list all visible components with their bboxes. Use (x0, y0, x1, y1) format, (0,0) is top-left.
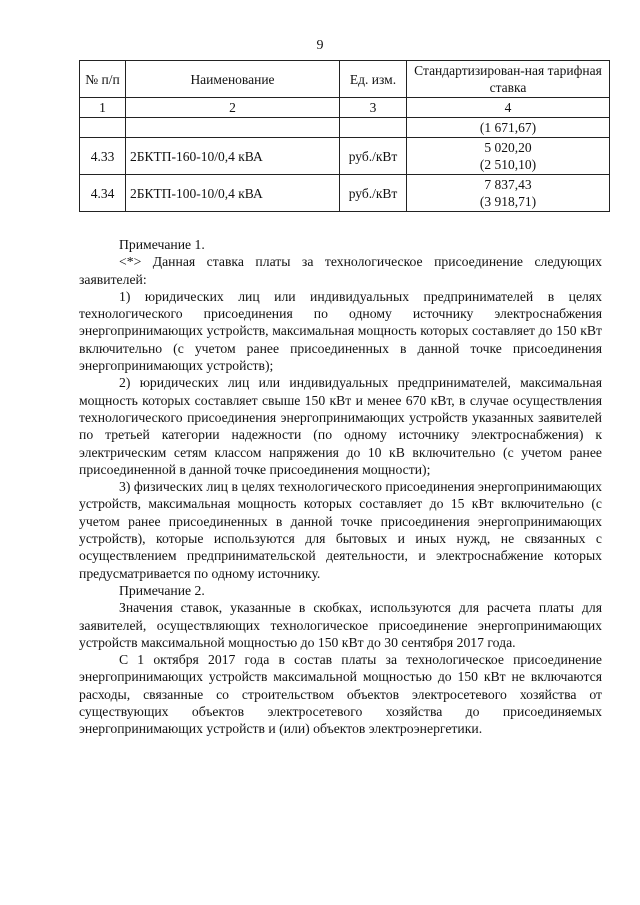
row-name: 2БКТП-160-10/0,4 кВА (126, 138, 340, 175)
note1-item1: 1) юридических лиц или индивидуальных предпринимателей в целях технологического присоединения по одному источнику электроснабжения энергопринимающих устройств, максимальная мощность которых составляет до 150 кВт включительно (с учетом ранее присоединенных в данной точке присоединения энергопринимающих устройств); (79, 288, 602, 374)
header-unit: Ед. изм. (340, 61, 407, 98)
row-num: 4.34 (80, 175, 126, 212)
row-rate (407, 175, 610, 212)
header-name: Наименование (126, 61, 340, 98)
rate-value: 5 020,20 (484, 140, 532, 155)
row-name: 2БКТП-100-10/0,4 кВА (126, 175, 340, 212)
carryover-row (80, 118, 610, 138)
table-header-row (80, 61, 610, 98)
note1-intro: <*> Данная ставка платы за технологическое присоединение следующих заявителей: (79, 254, 602, 287)
column-number: 1 (80, 98, 126, 118)
row-num: 4.33 (80, 138, 126, 175)
row-rate (407, 138, 610, 175)
note1-item3: 3) физических лиц в целях технологического присоединения энергопринимающих устройств, максимальная мощность которых составляет до 15 кВт включительно (с учетом ранее присоединенных в данной точке присоединения энергопринимающих устройств), которые используются для бытовых и иных нужд, не связанных с осуществлением предпринимательской деятельности, и электроснабжение которых предусматривается по одному источнику. (79, 479, 602, 581)
carryover-empty (126, 118, 340, 138)
rate-bracket-value: (2 510,10) (479, 157, 537, 172)
carryover-empty (80, 118, 126, 138)
page-number: 9 (316, 38, 324, 53)
table-row (80, 175, 610, 212)
note1-title: Примечание 1. (119, 237, 205, 252)
header-rate: Стандартизирован-ная тарифная ставка (407, 61, 610, 98)
rate-value: 7 837,43 (484, 177, 532, 192)
note1-item2: 2) юридических лиц или индивидуальных предпринимателей, максимальная мощность которых составляет свыше 150 кВт и менее 670 кВт, в случае осуществления технологического присоединения энергопринимающих устройств указанных заявителей по третьей категории надежности (по одному источнику электроснабжения) к электрическим сетям классом напряжения до 10 кВ включительно (с учетом ранее присоединенной в данной точке присоединения мощности); (79, 375, 602, 477)
note2-para1: Значения ставок, указанные в скобках, используются для расчета платы для заявителей, осуществляющих технологическое присоединение энергопринимающих устройств максимальной мощностью до 150 кВт до 30 сентября 2017 года. (79, 600, 602, 650)
table-row (80, 138, 610, 175)
notes-section (79, 236, 602, 738)
carryover-value: (1 671,67) (407, 118, 610, 138)
column-number: 3 (340, 98, 407, 118)
note2-para2: С 1 октября 2017 года в состав платы за технологическое присоединение энергопринимающих устройств максимальной мощностью до 150 кВт не включаются расходы, связанные со строительством объектов электросетевого хозяйства от существующих объектов электросетевого хозяйства до присоединяемых энергопринимающих устройств и (или) объектов электроэнергетики. (79, 652, 602, 737)
tariff-table (79, 60, 610, 212)
carryover-empty (340, 118, 407, 138)
note2-title: Примечание 2. (119, 582, 205, 598)
rate-bracket-value: (3 918,71) (479, 194, 537, 209)
row-unit: руб./кВт (340, 138, 407, 175)
header-num: № п/п (80, 61, 126, 98)
row-unit: руб./кВт (340, 175, 407, 212)
column-number-row (80, 98, 610, 118)
column-number: 4 (407, 98, 610, 118)
column-number: 2 (126, 98, 340, 118)
